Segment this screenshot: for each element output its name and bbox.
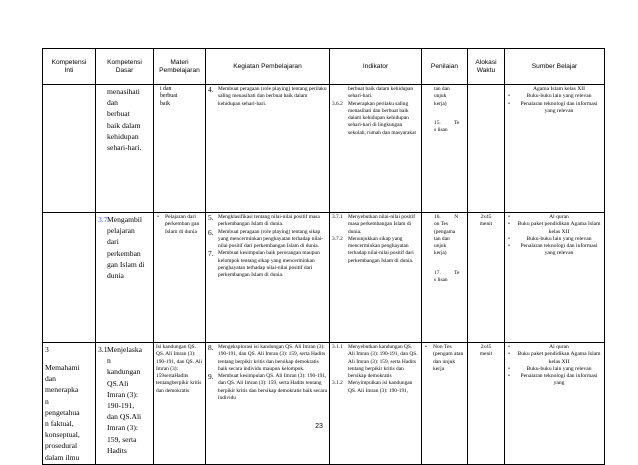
sumber-item: Agama Islam kelas XII: [532, 86, 586, 92]
indikator-text: Menyimpulkan isi kandungan QS. Ali Imran (3): 190-191,: [348, 380, 413, 394]
sumber-item: • Buku-buku lain yang relevan: [508, 93, 592, 100]
indikator-item: [332, 86, 419, 101]
kegiatan-number: 8.: [208, 343, 214, 352]
indikator-cell: [330, 343, 422, 465]
sumber-item: • Buku-buku lain yang relevan: [508, 235, 592, 242]
table-row: [43, 343, 605, 465]
kegiatan-item: [208, 344, 327, 373]
indikator-cell: [330, 213, 422, 343]
indikator-cell: [330, 85, 422, 213]
kd-number: 3.1: [98, 345, 108, 354]
penilaian-line: s lisan: [434, 277, 448, 284]
indikator-text: Menunjukkan sikap yang mencerminkan penghayatan terhadap nilai-nilai positif dari perkembangan Islam di dunia.: [348, 235, 414, 264]
kegiatan-cell: [206, 213, 330, 343]
kegiatan-text: Membuat kesimpulan QS. Ali Imran (3): 190-191, dan QS. Ali Imran (3): 159, serta Hadits tentang berpikir kritis dan bersikap demokratis baik secara individu: [218, 373, 327, 402]
kegiatan-item: [208, 214, 327, 229]
sumber-item: • Buku paket pendidikan Agama Islam kelas XII: [508, 351, 601, 365]
alokasi-cell: 2x45 menit: [468, 213, 505, 343]
materi-line: i dan: [160, 86, 172, 92]
sumber-cell: [505, 213, 605, 343]
kegiatan-number: 4.: [208, 85, 214, 94]
sumber-item: • Buku-buku lain yang relevan: [508, 365, 592, 372]
indikator-number: 3.1.2: [332, 380, 343, 387]
materi-line: berbuat: [160, 93, 178, 100]
indikator-item: [332, 214, 419, 236]
penilaian-line: (pengama: [434, 228, 456, 235]
kegiatan-cell: [206, 343, 330, 465]
header-kegiatan: Kegiatan Pembelajaran: [206, 49, 330, 85]
penilaian-line: 15. Te: [434, 119, 460, 126]
indikator-text: Menyebutkan nilai-nilai positif masa perkembangan Islam di dunia.: [348, 214, 416, 235]
materi-cell: [154, 213, 206, 343]
header-alokasi: Alokasi Waktu: [468, 49, 505, 85]
kegiatan-text: Mengklasifikasi tentang nilai-nilai positif masa perkembangan Islam di dunia.: [218, 214, 320, 228]
syllabus-table-wrapper: [42, 48, 604, 465]
ki-text: Memahami dan menerapka n pengetahua n faktual, konseptual, prosedural dalam ilmu: [45, 363, 80, 462]
materi-line: baik: [160, 100, 170, 107]
header-materi: Materi Pembelajaran: [154, 49, 206, 85]
header-sumber: Sumber Belajar: [505, 49, 605, 85]
kegiatan-text: Membuat peragaan (role playing) tentang perilaku saling menasihati dan berbuat baik dalam kehidupan sehari-hari.: [218, 86, 327, 107]
sumber-cell: [505, 343, 605, 465]
penilaian-cell: [422, 343, 468, 465]
kd-text: Mengambil pelajaran dari perkemban gan Islam di dunia: [107, 215, 145, 281]
penilaian-line: unjuk: [434, 243, 447, 250]
indikator-number: 3.7.1: [332, 214, 343, 220]
indikator-item: [332, 101, 419, 137]
penilaian-line: s lisan: [434, 127, 448, 134]
penilaian-line: kerja): [434, 250, 447, 257]
kegiatan-item: [208, 86, 327, 108]
page-number: 23: [315, 423, 323, 430]
materi-item: • Pelajaran dari perkemban gan Islam di dunia: [157, 214, 200, 235]
ki-cell: [43, 343, 96, 465]
indikator-text: Menerapkan perilaku saling menasihati dan berbuat baik dalam kehidupan kehidupan sehari-hari di lingkungan sekolah, rumah dan masyarakat: [348, 100, 416, 136]
kd-text: menasihati dan berbuat baik dalam kehidupan sehari-hari.: [107, 87, 142, 153]
sumber-cell: [505, 85, 605, 213]
header-penilaian: Penilaian: [422, 49, 468, 85]
indikator-text: Menyebutkan kandungan QS. Ali Imran (3): 190-191, dan QS. Ali Imran (3): 159, serta Hadits tentang berpikir kritis dan bersikap demokratis: [348, 344, 418, 380]
kd-cell: [96, 85, 154, 213]
kegiatan-text: Mengeksplorasi isi kandungan QS. Ali Imran (3): 190-191, dan QS. Ali Imran (3): 159, serta Hadits tentang berpikir kritis dan bersikap demokratis baik secara individu maupun kelompok.: [218, 344, 326, 372]
kegiatan-number: 6.: [208, 227, 214, 237]
kd-cell: [96, 213, 154, 343]
header-kompetensi-inti: Kompetensi Inti: [43, 49, 96, 85]
header-row: [43, 49, 605, 85]
kegiatan-number: 9.: [208, 372, 214, 382]
indikator-item: [332, 380, 419, 395]
kd-number: 3.7: [98, 215, 108, 224]
indikator-number: 3.1.1: [332, 344, 343, 350]
penilaian-line: 16. N: [434, 214, 459, 220]
sumber-item: • Penalaran teknologi dan informasi yang: [508, 373, 598, 387]
kd-cell: [96, 343, 154, 465]
penilaian-item: • Non Tes (pengam atan dan unjuk kerja: [425, 344, 464, 372]
sumber-item: • Penalaran teknologi dan informasi yang relevan: [508, 243, 598, 257]
indikator-number: 3.7.2: [332, 235, 343, 242]
ki-cell: [43, 213, 96, 343]
penilaian-cell: [422, 85, 468, 213]
table-row: [43, 213, 605, 343]
indikator-number: [332, 86, 348, 101]
indikator-item: [332, 344, 419, 380]
kegiatan-item: [208, 229, 327, 251]
kegiatan-text: Membuat peragaan (role playing) tentang sikap yang mencerminkan penghayatan terhadap nilai-nilai positif dari perkembangan Islam di dunia.: [218, 228, 324, 250]
kegiatan-number: 5.: [208, 213, 214, 222]
ki-cell: [43, 85, 96, 213]
alokasi-cell: 2x45 menit: [468, 343, 505, 465]
ki-number: 3: [45, 345, 49, 354]
penilaian-line: tan dan: [434, 235, 450, 242]
indikator-item: [332, 236, 419, 265]
kegiatan-cell: [206, 85, 330, 213]
kegiatan-item: [208, 373, 327, 402]
sumber-item: • Al quran: [508, 214, 569, 220]
materi-cell: [154, 85, 206, 213]
indikator-number: 3.6.2: [332, 100, 343, 107]
penilaian-line: 17. Te: [434, 269, 460, 276]
sumber-item: • Penalaran teknologi dan informasi yang relevan: [508, 100, 598, 114]
kegiatan-item: [208, 250, 327, 279]
alokasi-cell: [468, 85, 505, 213]
sumber-item: • Buku paket pendidikan Agama Islam kelas XII: [508, 221, 601, 235]
penilaian-line: tan dan: [434, 86, 450, 92]
table-row: [43, 85, 605, 213]
header-indikator: Indikator: [330, 49, 422, 85]
kd-text: Menjelaska n kandungan QS.Ali Imran (3): 190-191, dan QS.Ali Imran (3): 159, serta Hadits: [107, 345, 143, 455]
penilaian-line: kerja): [434, 100, 447, 107]
kegiatan-text: Membuat kesimpulan baik perorangan maupun kelompok tentang sikap yang mencerminkan penghayatan terhadap nilai-nilai positif dari perkembangan Islam di dunia.: [218, 250, 320, 279]
penilaian-cell: [422, 213, 468, 343]
materi-text: Isi kandungan QS. QS. Ali Imran (3): 190-191, dan QS. Ali Imran (3): 159sertaHadits tentangberpikir kritis dan demokratis: [156, 344, 202, 394]
kegiatan-number: 7.: [208, 249, 214, 259]
indikator-text: berbuat baik dalam kehidupan sehari-hari.: [348, 86, 414, 100]
penilaian-line: on Tes: [434, 221, 449, 228]
sumber-item: • Al quran: [508, 344, 569, 350]
penilaian-line: unjuk: [434, 93, 447, 100]
header-kompetensi-dasar: Kompetensi Dasar: [96, 49, 154, 85]
syllabus-table: [42, 48, 605, 465]
materi-cell: [154, 343, 206, 465]
